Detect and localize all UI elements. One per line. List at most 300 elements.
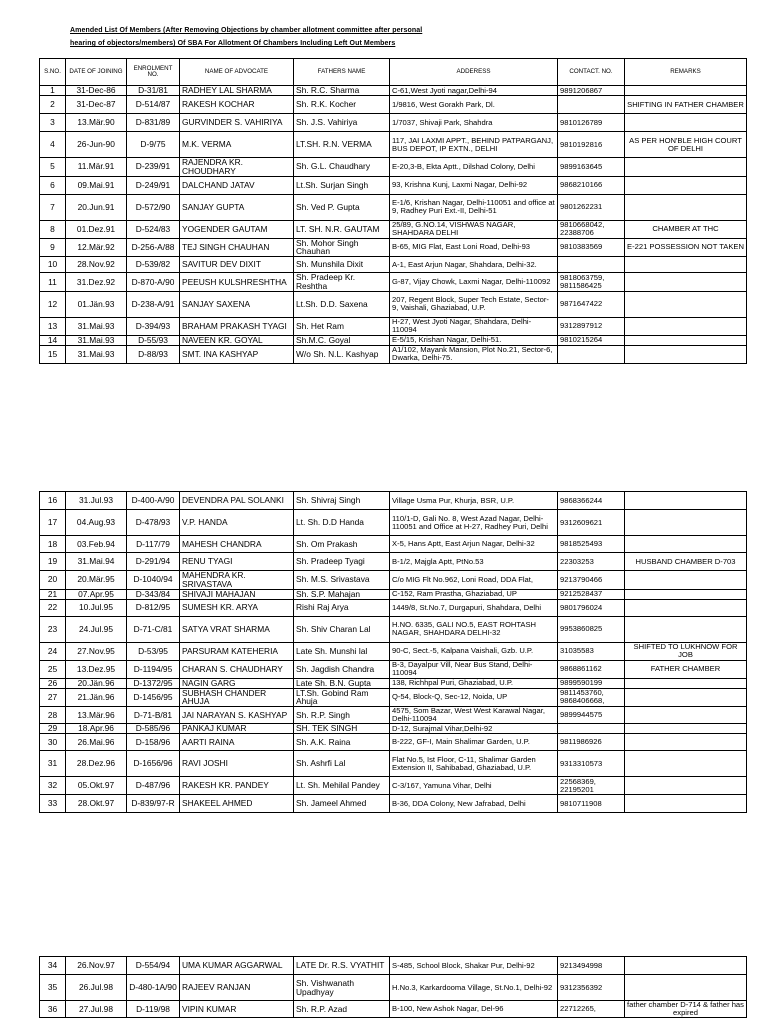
table-row [40, 678, 747, 688]
cell-address: C-152, Ram Prastha, Ghaziabad, UP [390, 589, 558, 599]
cell-enrol: D-480-1A/90 [127, 975, 180, 1001]
cell-address: H.NO. 6335, GALI NO.5, EAST ROHTASH NAGAR, SHAHDARA DELHI-32 [390, 616, 558, 642]
cell-name: RAKESH KOCHAR [180, 96, 294, 114]
cell-doj: 31.Mai.94 [66, 553, 127, 571]
cell-contact: 9811986926 [558, 734, 625, 751]
cell-enrol: D-1456/95 [127, 688, 180, 707]
cell-sno: 10 [40, 257, 66, 273]
table-row [40, 1001, 747, 1018]
cell-sno: 5 [40, 158, 66, 177]
cell-remarks [625, 571, 747, 590]
cell-contact: 9891206867 [558, 86, 625, 96]
cell-sno: 9 [40, 238, 66, 257]
cell-name: RAJEEV RANJAN [180, 975, 294, 1001]
cell-doj: 31.Mai.93 [66, 335, 127, 345]
cell-enrol: D-585/96 [127, 724, 180, 734]
cell-enrol: D-487/96 [127, 777, 180, 795]
cell-contact: 9313310573 [558, 751, 625, 777]
column-header-enrol: ENROLMENT NO. [127, 59, 180, 86]
cell-remarks [625, 317, 747, 335]
cell-remarks [625, 975, 747, 1001]
cell-enrol: D-1656/96 [127, 751, 180, 777]
cell-sno: 28 [40, 707, 66, 724]
cell-father: Lt.Sh. D.D. Saxena [294, 291, 390, 317]
cell-name: PEEUSH KULSHRESHTHA [180, 273, 294, 292]
cell-contact: 9810668042, 22388706 [558, 220, 625, 238]
cell-father: Sh. J.S. Vahiriya [294, 114, 390, 132]
cell-doj: 21.Jän.96 [66, 688, 127, 707]
cell-address: E-5/15, Krishan Nagar, Delhi-51. [390, 335, 558, 345]
cell-remarks [625, 257, 747, 273]
cell-father: Sh. Het Ram [294, 317, 390, 335]
cell-address: E-1/6, Krishan Nagar, Delhi-110051 and office at 9, Radhey Puri Ext.-II, Delhi-51 [390, 194, 558, 220]
cell-sno: 11 [40, 273, 66, 292]
cell-sno: 19 [40, 553, 66, 571]
cell-name: RAVI JOSHI [180, 751, 294, 777]
cell-doj: 13.Mär.90 [66, 114, 127, 132]
table-row [40, 589, 747, 599]
cell-contact: 9811453760, 9868406668, [558, 688, 625, 707]
cell-enrol: D-71-C/81 [127, 616, 180, 642]
cell-doj: 13.Dez.95 [66, 660, 127, 678]
cell-doj: 12.Mär.92 [66, 238, 127, 257]
cell-remarks: father chamber D-714 & father has expired [625, 1001, 747, 1018]
cell-sno: 26 [40, 678, 66, 688]
cell-name: MAHESH CHANDRA [180, 536, 294, 553]
cell-contact: 9312897912 [558, 317, 625, 335]
cell-remarks [625, 176, 747, 194]
cell-address: D-12, Surajmal Vihar,Delhi-92 [390, 724, 558, 734]
cell-address: B-1/2, Majgla Aptt, PtNo.53 [390, 553, 558, 571]
table-row [40, 317, 747, 335]
cell-doj: 13.Mär.96 [66, 707, 127, 724]
cell-remarks [625, 795, 747, 813]
cell-contact: 9818063759, 9811586425 [558, 273, 625, 292]
cell-contact: 9801262231 [558, 194, 625, 220]
cell-remarks [625, 678, 747, 688]
table-row [40, 510, 747, 536]
cell-sno: 4 [40, 132, 66, 158]
cell-remarks [625, 957, 747, 975]
cell-sno: 20 [40, 571, 66, 590]
cell-sno: 1 [40, 86, 66, 96]
cell-contact: 9899163645 [558, 158, 625, 177]
cell-father: Late Sh. Munshi lal [294, 642, 390, 660]
cell-contact: 9810711908 [558, 795, 625, 813]
cell-doj: 31-Dec-86 [66, 86, 127, 96]
cell-enrol: D-1194/95 [127, 660, 180, 678]
cell-doj: 01.Jän.93 [66, 291, 127, 317]
cell-contact: 22712265, [558, 1001, 625, 1018]
cell-sno: 16 [40, 492, 66, 510]
table-row [40, 751, 747, 777]
cell-address: G-87, Vijay Chowk, Laxmi Nagar, Delhi-110092 [390, 273, 558, 292]
cell-doj: 18.Apr.96 [66, 724, 127, 734]
cell-name: GURVINDER S. VAHIRIYA [180, 114, 294, 132]
cell-sno: 8 [40, 220, 66, 238]
column-header-address: ADDERESS [390, 59, 558, 86]
cell-sno: 18 [40, 536, 66, 553]
cell-enrol: D-831/89 [127, 114, 180, 132]
cell-remarks [625, 589, 747, 599]
table-row [40, 642, 747, 660]
cell-remarks [625, 536, 747, 553]
cell-enrol: D-88/93 [127, 345, 180, 363]
cell-sno: 34 [40, 957, 66, 975]
cell-name: NAGIN GARG [180, 678, 294, 688]
cell-doj: 31.Dez.92 [66, 273, 127, 292]
cell-enrol: D-256-A/88 [127, 238, 180, 257]
cell-sno: 6 [40, 176, 66, 194]
cell-address: C-3/167, Yamuna Vihar, Delhi [390, 777, 558, 795]
cell-remarks [625, 688, 747, 707]
cell-remarks: SHIFTING IN FATHER CHAMBER [625, 96, 747, 114]
cell-address: B-100, New Ashok Nagar, Del-96 [390, 1001, 558, 1018]
members-table-section-1 [39, 58, 747, 364]
cell-name: RADHEY LAL SHARMA [180, 86, 294, 96]
cell-name: PANKAJ KUMAR [180, 724, 294, 734]
cell-address: C/o MIG Flt No.962, Loni Road, DDA Flat, [390, 571, 558, 590]
cell-name: SUMESH KR. ARYA [180, 599, 294, 616]
cell-enrol: D-158/96 [127, 734, 180, 751]
cell-enrol: D-1040/94 [127, 571, 180, 590]
cell-remarks [625, 734, 747, 751]
cell-contact [558, 345, 625, 363]
table-row [40, 492, 747, 510]
cell-remarks [625, 345, 747, 363]
cell-sno: 30 [40, 734, 66, 751]
cell-remarks: AS PER HON'BLE HIGH COURT OF DELHI [625, 132, 747, 158]
column-header-contact: CONTACT. NO. [558, 59, 625, 86]
cell-name: DALCHAND JATAV [180, 176, 294, 194]
cell-contact: 9312609621 [558, 510, 625, 536]
members-table-section-3 [39, 956, 747, 1018]
cell-address: A-1, East Arjun Nagar, Shahdara, Delhi-32. [390, 257, 558, 273]
table-row [40, 335, 747, 345]
cell-sno: 23 [40, 616, 66, 642]
cell-father: Sh. Munshila Dixit [294, 257, 390, 273]
cell-enrol: D-71-B/81 [127, 707, 180, 724]
cell-father: Sh. M.S. Srivastava [294, 571, 390, 590]
cell-name: YOGENDER GAUTAM [180, 220, 294, 238]
cell-contact: 9868210166 [558, 176, 625, 194]
cell-name: PARSURAM KATEHERIA [180, 642, 294, 660]
table-row [40, 345, 747, 363]
table-row [40, 734, 747, 751]
cell-father: Sh. Om Prakash [294, 536, 390, 553]
cell-enrol: D-53/95 [127, 642, 180, 660]
members-table-section-2 [39, 491, 747, 813]
table-row [40, 273, 747, 292]
table-row [40, 616, 747, 642]
cell-name: NAVEEN KR. GOYAL [180, 335, 294, 345]
cell-address: B-65, MIG Flat, East Loni Road, Delhi-93 [390, 238, 558, 257]
cell-sno: 15 [40, 345, 66, 363]
cell-doj: 20.Jän.96 [66, 678, 127, 688]
cell-father: Sh. G.L. Chaudhary [294, 158, 390, 177]
cell-doj: 20.Mär.95 [66, 571, 127, 590]
cell-name: SMT. INA KASHYAP [180, 345, 294, 363]
cell-enrol: D-394/93 [127, 317, 180, 335]
cell-doj: 03.Feb.94 [66, 536, 127, 553]
cell-doj: 26.Mai.96 [66, 734, 127, 751]
cell-address: 1/7037, Shivaji Park, Shahdra [390, 114, 558, 132]
cell-name: SATYA VRAT SHARMA [180, 616, 294, 642]
cell-address: 110/1-D, Gali No. 8, West Azad Nagar, Delhi-110051 and Office at H-27, Radhey Puri, Delhi [390, 510, 558, 536]
cell-address: H.No.3, Karkardooma Village, St.No.1, Delhi-92 [390, 975, 558, 1001]
cell-remarks: HUSBAND CHAMBER D-703 [625, 553, 747, 571]
cell-enrol: D-249/91 [127, 176, 180, 194]
cell-address: E-20,3-B, Ekta Aptt., Dilshad Colony, Delhi [390, 158, 558, 177]
cell-contact: 9953860825 [558, 616, 625, 642]
cell-name: DEVENDRA PAL SOLANKI [180, 492, 294, 510]
cell-contact: 9312356392 [558, 975, 625, 1001]
cell-remarks [625, 291, 747, 317]
cell-address: Flat No.5, Ist Floor, C-11, Shalimar Garden Extension II, Sahibabad, Ghaziabad, U.P. [390, 751, 558, 777]
cell-name: V.P. HANDA [180, 510, 294, 536]
cell-doj: 10.Jul.95 [66, 599, 127, 616]
cell-address: 1449/8, St.No.7, Durgapuri, Shahdara, Delhi [390, 599, 558, 616]
cell-address: 138, Richhpal Puri, Ghaziabad, U.P. [390, 678, 558, 688]
cell-address: 1/9816, West Gorakh Park, Dl. [390, 96, 558, 114]
cell-enrol: D-554/94 [127, 957, 180, 975]
cell-enrol: D-9/75 [127, 132, 180, 158]
cell-name: TEJ SINGH CHAUHAN [180, 238, 294, 257]
cell-father: Rishi Raj Arya [294, 599, 390, 616]
cell-sno: 36 [40, 1001, 66, 1018]
table-row [40, 795, 747, 813]
cell-enrol: D-1372/95 [127, 678, 180, 688]
table-row [40, 536, 747, 553]
table-header-row [40, 59, 747, 86]
column-header-father: FATHERS NAME [294, 59, 390, 86]
cell-doj: 20.Jun.91 [66, 194, 127, 220]
cell-father: Late Sh. B.N. Gupta [294, 678, 390, 688]
cell-name: SHAKEEL AHMED [180, 795, 294, 813]
cell-sno: 13 [40, 317, 66, 335]
cell-address: 25/89, G.NO.14, VISHWAS NAGAR, SHAHDARA DELHI [390, 220, 558, 238]
cell-name: MAHENDRA KR. SRIVASTAVA [180, 571, 294, 590]
cell-sno: 25 [40, 660, 66, 678]
cell-contact: 9810126789 [558, 114, 625, 132]
cell-enrol: D-400-A/90 [127, 492, 180, 510]
cell-father: Lt.Sh. Surjan Singh [294, 176, 390, 194]
cell-father: Sh. R.C. Sharma [294, 86, 390, 96]
column-header-name: NAME OF ADVOCATE [180, 59, 294, 86]
cell-doj: 28.Okt.97 [66, 795, 127, 813]
table-row [40, 114, 747, 132]
cell-father: Sh. Mohor Singh Chauhan [294, 238, 390, 257]
cell-name: SAVITUR DEV DIXIT [180, 257, 294, 273]
cell-enrol: D-870-A/90 [127, 273, 180, 292]
cell-father: Sh. S.P. Mahajan [294, 589, 390, 599]
document-title-line-2: hearing of objectors/members) Of SBA For Allotment Of Chambers Including Left Out Members [70, 40, 396, 47]
cell-father: Sh. Pradeep Tyagi [294, 553, 390, 571]
cell-sno: 7 [40, 194, 66, 220]
column-header-sno: S.NO. [40, 59, 66, 86]
cell-father: LT.Sh. Gobind Ram Ahuja [294, 688, 390, 707]
table-row [40, 238, 747, 257]
cell-remarks [625, 510, 747, 536]
cell-sno: 17 [40, 510, 66, 536]
cell-doj: 26-Jun-90 [66, 132, 127, 158]
cell-enrol: D-478/93 [127, 510, 180, 536]
cell-sno: 21 [40, 589, 66, 599]
cell-doj: 07.Apr.95 [66, 589, 127, 599]
cell-remarks [625, 273, 747, 292]
table-row [40, 660, 747, 678]
table-row [40, 96, 747, 114]
cell-name: UMA KUMAR AGGARWAL [180, 957, 294, 975]
cell-address: 4575, Som Bazar, West West Karawal Nagar, Delhi-110094 [390, 707, 558, 724]
cell-father: Sh. Jameel Ahmed [294, 795, 390, 813]
cell-name: BRAHAM PRAKASH TYAGI [180, 317, 294, 335]
cell-name: AARTI RAINA [180, 734, 294, 751]
document-title-line-1: Amended List Of Members (After Removing Objections by chamber allotment committee after personal [70, 27, 423, 34]
cell-contact: 9871647422 [558, 291, 625, 317]
cell-father: Sh. Vishwanath Upadhyay [294, 975, 390, 1001]
column-header-doj: DATE OF JOINING [66, 59, 127, 86]
table-row [40, 132, 747, 158]
cell-enrol: D-524/83 [127, 220, 180, 238]
cell-father: W/o Sh. N.L. Kashyap [294, 345, 390, 363]
cell-sno: 35 [40, 975, 66, 1001]
cell-name: M.K. VERMA [180, 132, 294, 158]
table-row [40, 777, 747, 795]
cell-doj: 26.Nov.97 [66, 957, 127, 975]
column-header-remarks: REMARKS [625, 59, 747, 86]
table-row [40, 86, 747, 96]
cell-contact: 9801796024 [558, 599, 625, 616]
cell-contact: 22303253 [558, 553, 625, 571]
cell-address: 207, Regent Block, Super Tech Estate, Sector-9, Vaishali, Ghaziabad, U.P. [390, 291, 558, 317]
cell-address: A1/102, Mayank Mansion, Plot No.21, Sector-6, Dwarka, Delhi-75. [390, 345, 558, 363]
cell-enrol: D-31/81 [127, 86, 180, 96]
cell-address: 90-C, Sect.-5, Kalpana Vaishali, Gzb. U.P. [390, 642, 558, 660]
cell-doj: 26.Jul.98 [66, 975, 127, 1001]
cell-remarks [625, 492, 747, 510]
cell-enrol: D-539/82 [127, 257, 180, 273]
cell-address: X-5, Hans Aptt, East Arjun Nagar, Delhi-32 [390, 536, 558, 553]
cell-name: CHARAN S. CHAUDHARY [180, 660, 294, 678]
cell-address: 93, Krishna Kunj, Laxmi Nagar, Delhi-92 [390, 176, 558, 194]
cell-doj: 09.Mai.91 [66, 176, 127, 194]
cell-remarks: E-221 POSSESSION NOT TAKEN [625, 238, 747, 257]
cell-contact: 9899944575 [558, 707, 625, 724]
cell-contact [558, 724, 625, 734]
cell-contact: 9810215264 [558, 335, 625, 345]
cell-remarks: CHAMBER AT THC [625, 220, 747, 238]
cell-enrol: D-514/87 [127, 96, 180, 114]
cell-remarks [625, 194, 747, 220]
cell-father: Sh. R.K. Kocher [294, 96, 390, 114]
cell-father: Sh.M.C. Goyal [294, 335, 390, 345]
cell-sno: 29 [40, 724, 66, 734]
cell-contact: 9212528437 [558, 589, 625, 599]
cell-contact: 9213494998 [558, 957, 625, 975]
cell-address: B-222, GF-I, Main Shalimar Garden, U.P. [390, 734, 558, 751]
cell-enrol: D-572/90 [127, 194, 180, 220]
cell-father: Sh. R.P. Singh [294, 707, 390, 724]
cell-doj: 04.Aug.93 [66, 510, 127, 536]
table-row [40, 158, 747, 177]
cell-father: Sh. A.K. Raina [294, 734, 390, 751]
cell-address: 117, JAI LAXMI APPT., BEHIND PATPARGANJ, BUS DEPOT, IP EXTN., DELHI [390, 132, 558, 158]
cell-contact: 9899590199 [558, 678, 625, 688]
cell-remarks [625, 158, 747, 177]
cell-enrol: D-812/95 [127, 599, 180, 616]
cell-remarks [625, 724, 747, 734]
cell-father: Sh. Jagdish Chandra [294, 660, 390, 678]
cell-remarks [625, 751, 747, 777]
table-row [40, 688, 747, 707]
cell-name: SANJAY GUPTA [180, 194, 294, 220]
cell-doj: 27.Jul.98 [66, 1001, 127, 1018]
cell-remarks [625, 335, 747, 345]
cell-contact: 9818525493 [558, 536, 625, 553]
cell-doj: 31-Dec-87 [66, 96, 127, 114]
cell-contact: 9868861162 [558, 660, 625, 678]
cell-contact: 9213790466 [558, 571, 625, 590]
cell-sno: 14 [40, 335, 66, 345]
cell-name: RAJENDRA KR. CHOUDHARY [180, 158, 294, 177]
cell-name: SUBHASH CHANDER AHUJA [180, 688, 294, 707]
cell-address: B-3, Dayalpur Vill, Near Bus Stand, Delhi-110094 [390, 660, 558, 678]
cell-contact: 9868366244 [558, 492, 625, 510]
cell-doj: 31.Mai.93 [66, 345, 127, 363]
cell-father: SH. TEK SINGH [294, 724, 390, 734]
cell-enrol: D-291/94 [127, 553, 180, 571]
cell-enrol: D-239/91 [127, 158, 180, 177]
cell-contact [558, 96, 625, 114]
cell-father: Sh. Shiv Charan Lal [294, 616, 390, 642]
cell-remarks: FATHER CHAMBER [625, 660, 747, 678]
cell-doj: 11.Mär.91 [66, 158, 127, 177]
cell-enrol: D-839/97-R [127, 795, 180, 813]
cell-address: C-61,West Jyoti nagar,Delhi-94 [390, 86, 558, 96]
cell-name: RENU TYAGI [180, 553, 294, 571]
cell-address: Village Usma Pur, Khurja, BSR, U.P. [390, 492, 558, 510]
cell-address: S-485, School Block, Shakar Pur, Delhi-92 [390, 957, 558, 975]
table-row [40, 257, 747, 273]
table-row [40, 553, 747, 571]
cell-father: Sh. R.P. Azad [294, 1001, 390, 1018]
cell-father: LT. SH. N.R. GAUTAM [294, 220, 390, 238]
cell-name: RAKESH KR. PANDEY [180, 777, 294, 795]
cell-doj: 05.Okt.97 [66, 777, 127, 795]
cell-address: B-36, DDA Colony, New Jafrabad, Delhi [390, 795, 558, 813]
cell-sno: 24 [40, 642, 66, 660]
cell-remarks [625, 114, 747, 132]
cell-father: LT.SH. R.N. VERMA [294, 132, 390, 158]
cell-remarks [625, 616, 747, 642]
table-row [40, 176, 747, 194]
cell-name: JAI NARAYAN S. KASHYAP [180, 707, 294, 724]
cell-remarks [625, 86, 747, 96]
cell-remarks [625, 707, 747, 724]
cell-doj: 01.Dez.91 [66, 220, 127, 238]
cell-name: SANJAY SAXENA [180, 291, 294, 317]
cell-sno: 3 [40, 114, 66, 132]
cell-doj: 31.Jul.93 [66, 492, 127, 510]
cell-father: Sh. Pradeep Kr. Reshtha [294, 273, 390, 292]
cell-remarks [625, 599, 747, 616]
cell-sno: 32 [40, 777, 66, 795]
cell-father: LATE Dr. R.S. VYATHIT [294, 957, 390, 975]
cell-contact: 9810383569 [558, 238, 625, 257]
cell-enrol: D-343/84 [127, 589, 180, 599]
cell-name: VIPIN KUMAR [180, 1001, 294, 1018]
